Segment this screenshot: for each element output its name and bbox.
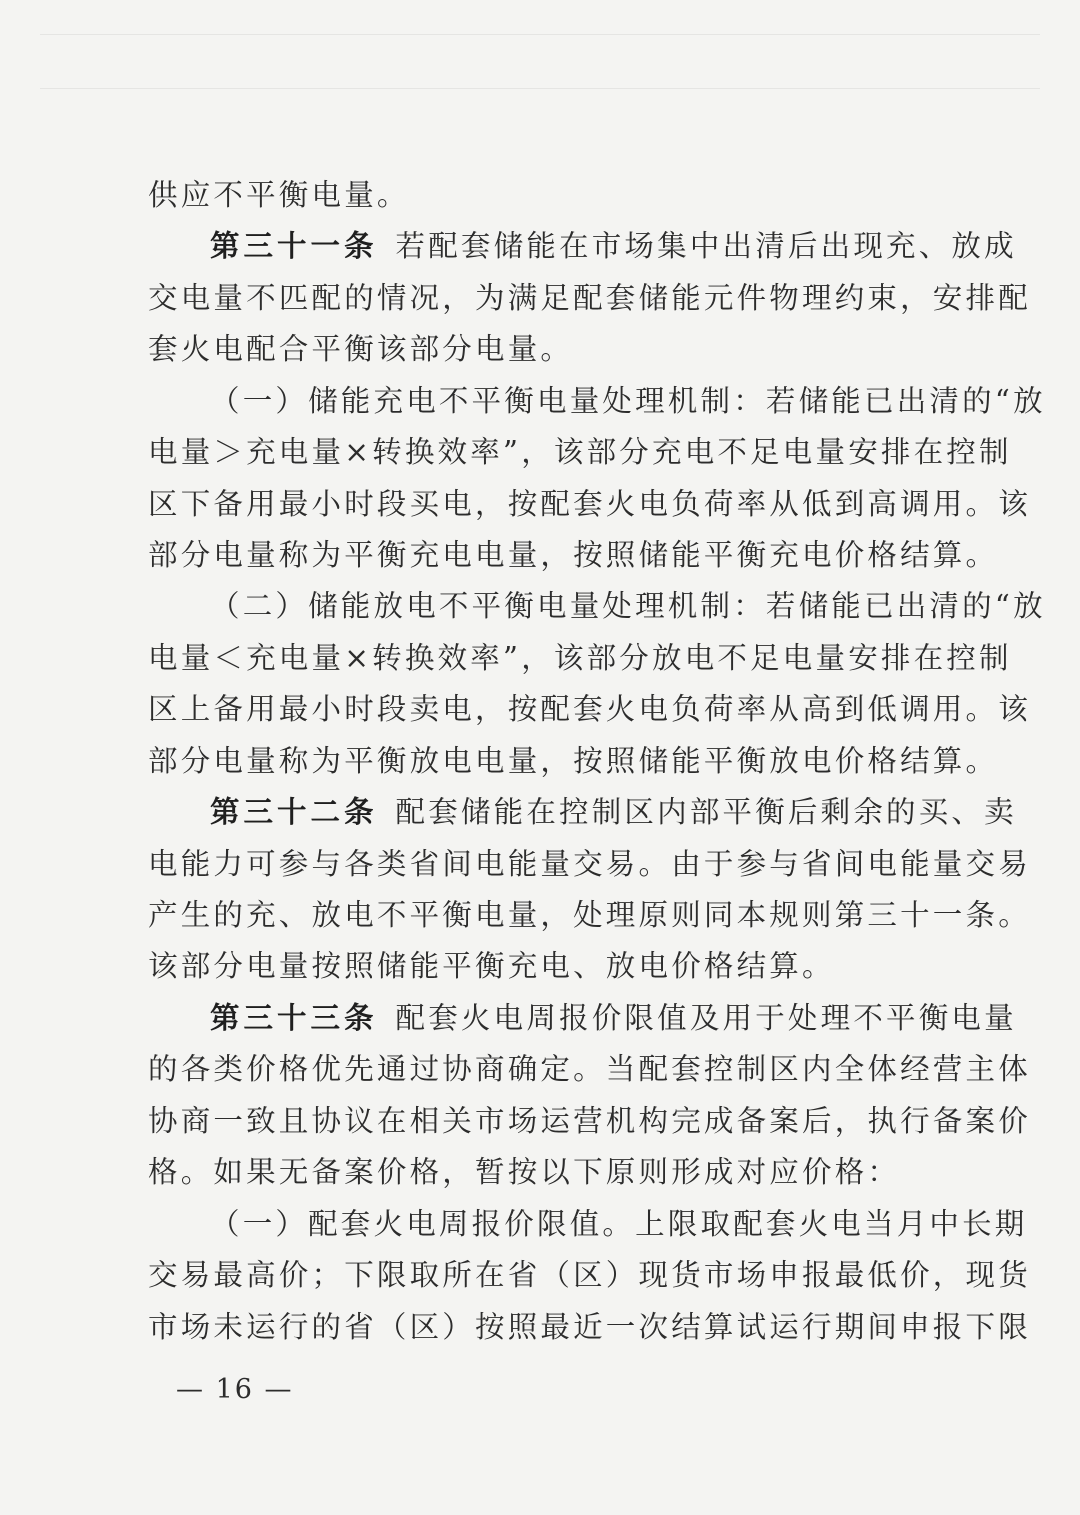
body-line: 区上备用最小时段卖电，按配套火电负荷率从高到低调用。该 <box>148 692 1031 726</box>
article-32-line <box>210 792 1017 832</box>
body-line: （二）储能放电不平衡电量处理机制：若储能已出清的“放 <box>210 589 1046 623</box>
body-line: （一）储能充电不平衡电量处理机制：若储能已出清的“放 <box>210 384 1046 418</box>
body-line: 格。如果无备案价格，暂按以下原则形成对应价格： <box>148 1155 901 1189</box>
scan-artifact <box>40 34 1040 35</box>
article-text: 配套储能在控制区内部平衡后剩余的买、卖 <box>395 795 1017 829</box>
body-line: 交易最高价；下限取所在省（区）现货市场申报最低价，现货 <box>148 1258 1031 1292</box>
body-line: 电量＞充电量×转换效率”，该部分充电不足电量安排在控制 <box>148 435 1012 469</box>
article-label: 第三十二条 <box>210 794 378 829</box>
article-text: 配套火电周报价限值及用于处理不平衡电量 <box>395 1001 1017 1035</box>
body-line: 的各类价格优先通过协商确定。当配套控制区内全体经营主体 <box>148 1052 1031 1086</box>
body-line: 市场未运行的省（区）按照最近一次结算试运行期间申报下限 <box>148 1310 1031 1344</box>
article-text: 若配套储能在市场集中出清后出现充、放成 <box>395 229 1017 263</box>
body-line: 交电量不匹配的情况，为满足配套储能元件物理约束，安排配 <box>148 281 1031 315</box>
body-line: 区下备用最小时段买电，按配套火电负荷率从低到高调用。该 <box>148 487 1031 521</box>
body-line: 产生的充、放电不平衡电量，处理原则同本规则第三十一条。 <box>148 898 1031 932</box>
article-33-line <box>210 998 1017 1038</box>
article-label: 第三十一条 <box>210 228 378 263</box>
article-31-line <box>210 226 1017 266</box>
body-line: 套火电配合平衡该部分电量。 <box>148 332 574 366</box>
body-line: 电能力可参与各类省间电能量交易。由于参与省间电能量交易 <box>148 847 1031 881</box>
body-line: 部分电量称为平衡充电电量，按照储能平衡充电价格结算。 <box>148 538 999 572</box>
body-line: 该部分电量按照储能平衡充电、放电价格结算。 <box>148 949 835 983</box>
body-line: （一）配套火电周报价限值。上限取配套火电当月中长期 <box>210 1207 1028 1241</box>
body-line: 部分电量称为平衡放电电量，按照储能平衡放电价格结算。 <box>148 744 999 778</box>
body-line: 协商一致且协议在相关市场运营机构完成备案后，执行备案价 <box>148 1104 1031 1138</box>
body-line: 电量＜充电量×转换效率”，该部分放电不足电量安排在控制 <box>148 641 1012 675</box>
body-line: 供应不平衡电量。 <box>148 178 410 212</box>
scan-artifact <box>40 88 1040 89</box>
page-number: — 16 — <box>176 1374 294 1405</box>
article-label: 第三十三条 <box>210 1000 378 1035</box>
